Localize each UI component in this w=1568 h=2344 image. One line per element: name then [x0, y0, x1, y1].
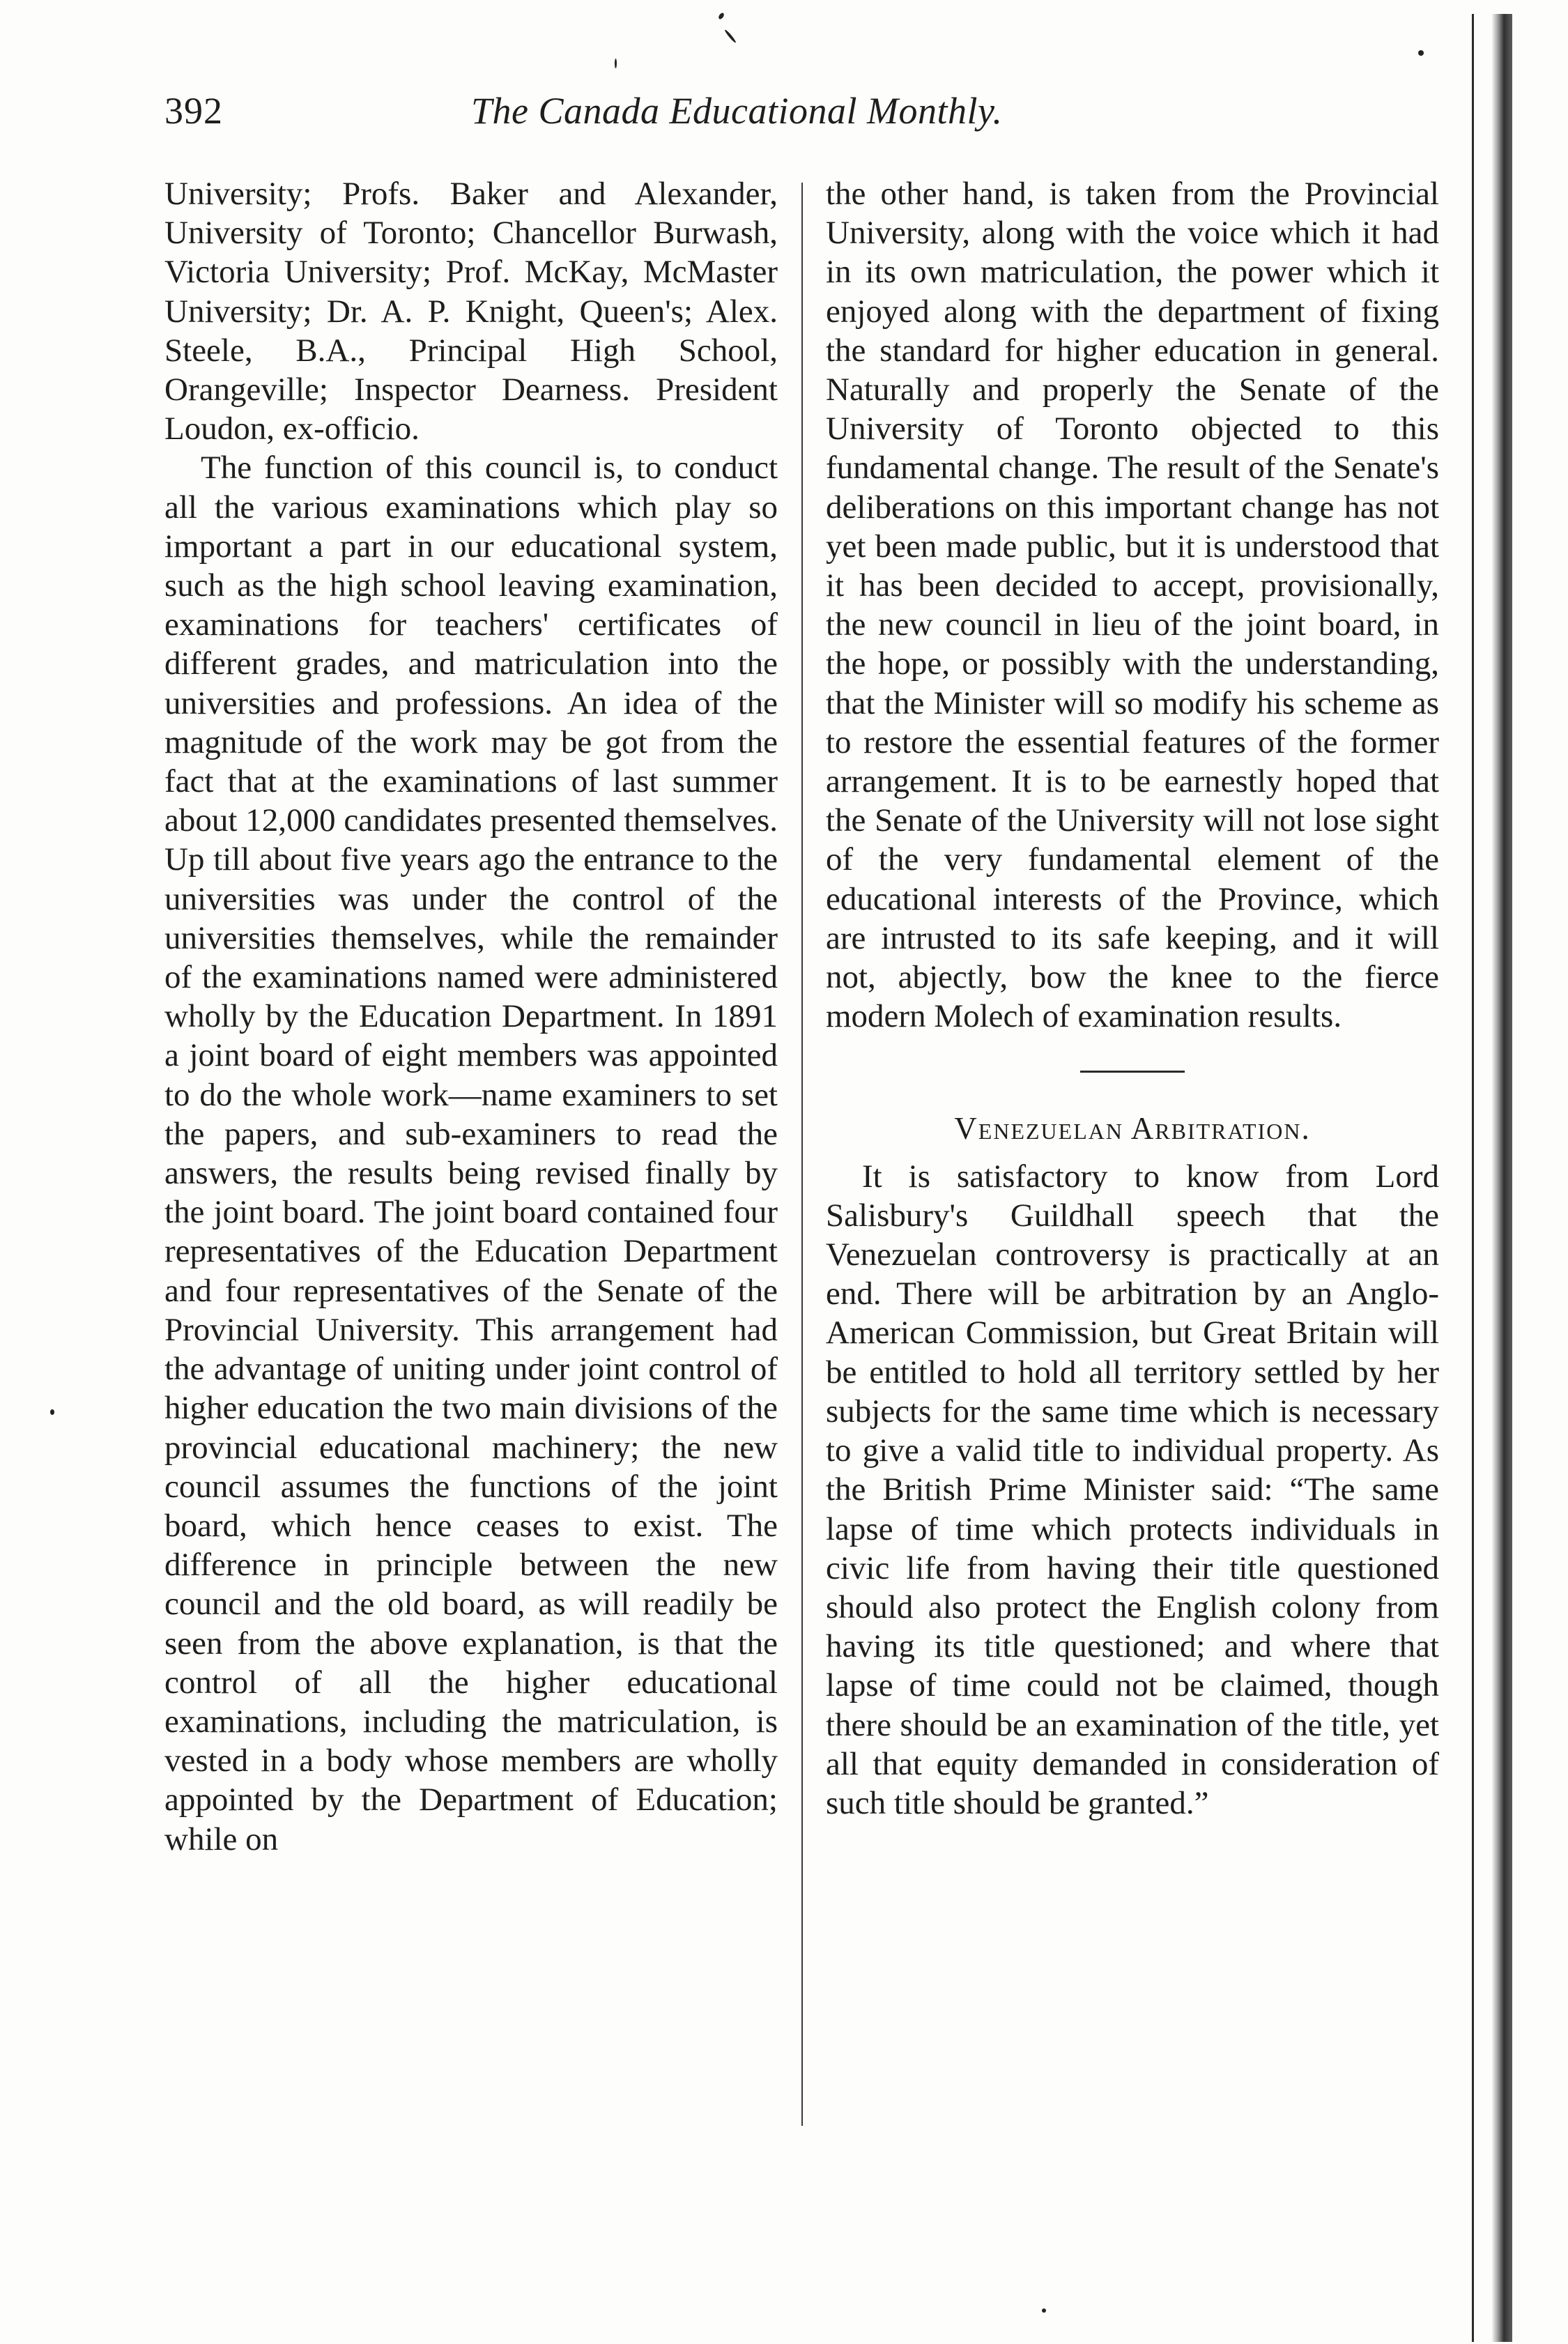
left-column — [164, 174, 778, 1859]
binding-edge-line — [1472, 14, 1474, 2342]
column-divider — [801, 183, 803, 2126]
ink-speck — [718, 12, 725, 20]
right-paragraph-1: the other hand, is taken from the Provincial University, along with the voice which it had in its own matriculation, the power which it enjoyed along with the department of fixing the standard for higher education in general. Naturally and properly the Senate of the University of Toronto objected to this fundamental change. The result of the Senate's deliberations on this important change has not yet been made public, but it is understood that it has been decided to accept, provisionally, the new council in lieu of the joint board, in the hope, or possibly with the understanding, that the Minister will so modify his scheme as to restore the essential features of the former arrangement. It is to be earnestly hoped that the Senate of the University will not lose sight of the very fundamental element of the educational interests of the Province, which are intrusted to its safe keeping, and it will not, abjectly, bow the knee to the fierce modern Molech of examination results. — [826, 176, 1439, 1035]
right-paragraph-2: It is satisfactory to know from Lord Salisbury's Guildhall speech that the Venezuelan controversy is practically at an end. There will be arbitration by an Anglo-American Commission, but Great Britain will be entitled to hold all territory settled by her subjects for the same time which is necessary to give a valid title to individual property. As the British Prime Minister said: “The same lapse of time which protects individuals in civic life from having their title questioned should also protect the English colony from having its title questioned; and where that lapse of time could not be claimed, though there should be an examination of the title, yet all that equity demanded in consideration of such title should be granted.” — [826, 1158, 1439, 1821]
page-number: 392 — [164, 90, 223, 132]
running-title: The Canada Educational Monthly. — [471, 90, 1003, 132]
left-paragraph-2: The function of this council is, to conduct all the various examinations which play so important a part in our educational system, such as the high school leaving examination, examinations for teachers' certificates of different grades, and matriculation into the universities and professions. An idea of the magnitude of the work may be got from the fact that at the examinations of last summer about 12,000 candidates presented themselves. Up till about five years ago the entrance to the universities was under the control of the universities themselves, while the remainder of the examinations named were administered wholly by the Education Department. In 1891 a joint board of eight members was appointed to do the whole work—name examiners to set the papers, and sub-examiners to read the answers, the results being revised finally by the joint board. The joint board contained four representatives of the Education Department and four representatives of the Senate of the Provincial University. This arrangement had the advantage of uniting under joint control of higher education the two main divisions of the provincial educational machinery; the new council assumes the functions of the joint board, which hence ceases to exist. The difference in principle between the new council and the old board, as will readily be seen from the above explanation, is that the control of all the higher educational examinations, including the matriculation, is vested in a body whose members are wholly appointed by the Department of Education; while on — [164, 450, 778, 1857]
ink-speck — [50, 1409, 54, 1415]
ink-speck — [1418, 50, 1424, 56]
ink-speck — [615, 59, 617, 68]
page-header — [164, 89, 1182, 145]
ink-speck — [724, 29, 737, 44]
ink-speck — [1042, 2308, 1046, 2313]
section-heading: Venezuelan Arbitration. — [954, 1111, 1311, 1147]
page-edge-shadow — [1491, 14, 1512, 2342]
left-paragraph-1: University; Profs. Baker and Alexander, University of Toronto; Chancellor Burwash, Victoria University; Prof. McKay, McMaster University; Dr. A. P. Knight, Queen's; Alex. Steele, B.A., Principal High School, Orangeville; Inspector Dearness. President Loudon, ex-officio. — [164, 176, 778, 447]
right-column — [826, 174, 1439, 1823]
section-rule — [1080, 1071, 1185, 1073]
